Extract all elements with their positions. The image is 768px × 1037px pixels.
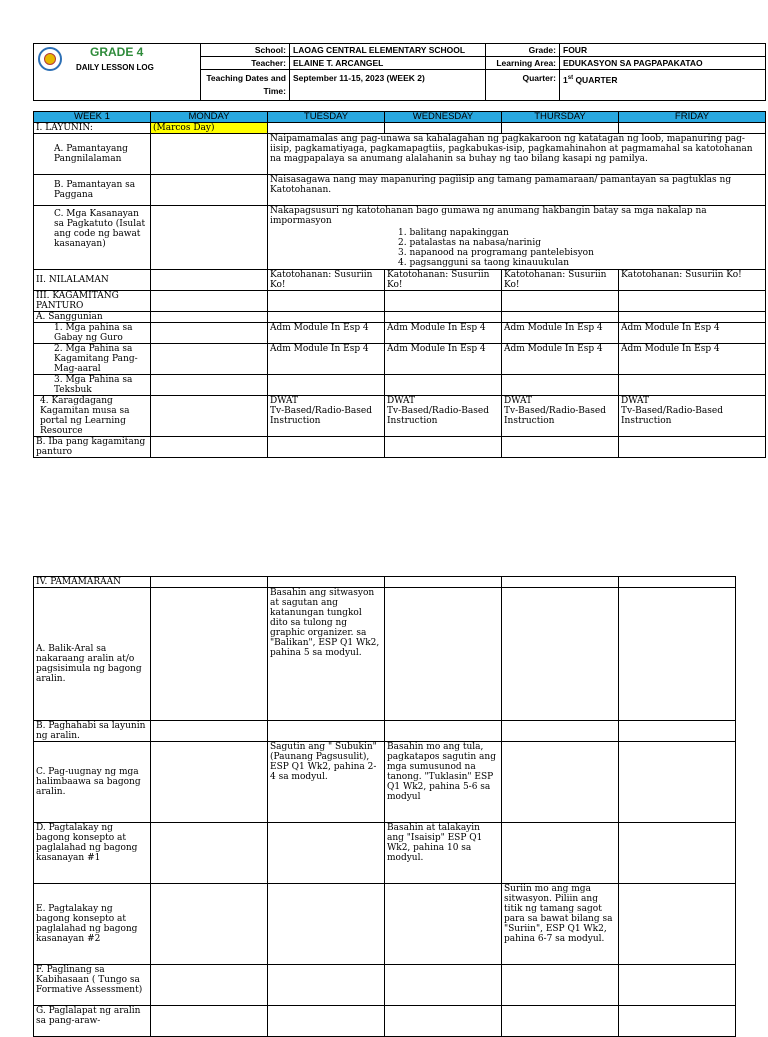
list-item: 3. napanood na programang pantelebisyon: [398, 248, 594, 258]
area-value: EDUKASYON SA PAGPAPAKATAO: [560, 57, 766, 70]
pagtalakay-1-label: D. Pagtalakay ng bagong konsepto at paglalahad ng bagong kasanayan #1: [34, 823, 151, 884]
col-monday: MONDAY: [151, 112, 268, 123]
list-item: 4. pagsangguni sa taong kinauukulan: [398, 258, 570, 268]
layunin-label: I. LAYUNIN:: [34, 123, 151, 134]
paglinang-label: F. Paglinang sa Kabihasaan ( Tungo sa Formative Assessment): [34, 965, 151, 1006]
procedure-table: [33, 576, 736, 1037]
teacher-label: Teacher:: [201, 57, 290, 70]
gabay-wed: Adm Module In Esp 4: [385, 323, 502, 344]
karagdagang-thu: DWAT Tv-Based/Radio-Based Instruction: [502, 396, 619, 437]
dates-value: September 11-15, 2023 (WEEK 2): [290, 70, 486, 101]
mag-aaral-tue: Adm Module In Esp 4: [268, 344, 385, 375]
lesson-table: [33, 111, 766, 458]
grade-value: FOUR: [560, 44, 766, 57]
pamantayang-text: Naipamamalas ang pag-unawa sa kahalagahan ng pagkakaroon ng katatagan ng loob, mapanuring pag-iisip, pagkamatiyaga, pagkamapagtiis, pagkabukas-isip, pagkamahinahon at pagmamahal sa katotohanan na magpapalaya sa anumang alalahanin sa buhay ng tao bilang kasapi ng pamilya.: [268, 134, 766, 175]
mag-aaral-fri: Adm Module In Esp 4: [619, 344, 766, 375]
col-friday: FRIDAY: [619, 112, 766, 123]
gabay-fri: Adm Module In Esp 4: [619, 323, 766, 344]
karagdagang-wed: DWAT Tv-Based/Radio-Based Instruction: [385, 396, 502, 437]
teksbuk-label: 3. Mga Pahina sa Teksbuk: [34, 375, 151, 396]
col-week: WEEK 1: [34, 112, 151, 123]
mag-aaral-wed: Adm Module In Esp 4: [385, 344, 502, 375]
paggana-label: B. Pamantayan sa Paggana: [34, 175, 151, 206]
kasanayan-list: [398, 228, 763, 268]
nilalaman-label: II. NILALAMAN: [34, 270, 151, 291]
quarter-value: 1st QUARTER: [560, 70, 766, 101]
school-value: LAOAG CENTRAL ELEMENTARY SCHOOL: [290, 44, 486, 57]
header-brand: [34, 44, 201, 101]
pag-uugnay-tue: Sagutin ang " Subukin" (Paunang Pagsusulit), ESP Q1 Wk2, pahina 2-4 sa modyul.: [268, 742, 385, 823]
pagtalakay-1-wed: Basahin at talakayin ang "Isaisip" ESP Q1 Wk2, pahina 10 sa modyul.: [385, 823, 502, 884]
pag-uugnay-wed: Basahin mo ang tula, pagkatapos sagutin ang mga sumusunod na tanong. "Tuklasin" ESP Q1 Wk2, pahina 5-6 sa modyul: [385, 742, 502, 823]
pagtalakay-2-label: E. Pagtalakay ng bagong konsepto at paglalahad ng bagong kasanayan #2: [34, 884, 151, 965]
marcos-day-badge: (Marcos Day): [151, 123, 268, 134]
kasanayan-label: C. Mga Kasanayan sa Pagkatuto (Isulat ang code ng bawat kasanayan): [34, 206, 151, 270]
pamamaraan-label: IV. PAMAMARAAN: [34, 577, 151, 588]
area-label: Learning Area:: [486, 57, 560, 70]
dates-label: Teaching Dates and Time:: [201, 70, 290, 101]
gabay-label: 1. Mga pahina sa Gabay ng Guro: [34, 323, 151, 344]
list-item: 2. patalastas na nabasa/narinig: [398, 238, 541, 248]
balik-aral-tue: Basahin ang sitwasyon at sagutan ang katanungan tungkol dito sa tulong ng graphic organizer. sa "Balikan", ESP Q1 Wk2, pahina 5 sa modyul.: [268, 588, 385, 721]
log-title: DAILY LESSON LOG: [76, 63, 154, 72]
paggana-text: Naisasagawa nang may mapanuring pagiisip ang tamang pamamaraan/ pamantayan sa pagtuklas ng Katotohanan.: [268, 175, 766, 206]
kagamitan-label: III. KAGAMITANG PANTURO: [34, 291, 151, 312]
deped-seal-icon: [38, 47, 62, 71]
gabay-thu: Adm Module In Esp 4: [502, 323, 619, 344]
gabay-tue: Adm Module In Esp 4: [268, 323, 385, 344]
pagtalakay-2-thu: Suriin mo ang mga sitwasyon. Piliin ang titik ng tamang sagot para sa bawat bilang sa "Suriin", ESP Q1 Wk2, pahina 6-7 sa modyul.: [502, 884, 619, 965]
kasanayan-cell: [268, 206, 766, 270]
nilalaman-wed: Katotohanan: Susuriin Ko!: [385, 270, 502, 291]
karagdagang-fri: DWAT Tv-Based/Radio-Based Instruction: [619, 396, 766, 437]
nilalaman-tue: Katotohanan: Susuriin Ko!: [268, 270, 385, 291]
grade-label: Grade:: [486, 44, 560, 57]
balik-aral-label: A. Balik-Aral sa nakaraang aralin at/o pagsisimula ng bagong aralin.: [34, 588, 151, 721]
grade-title: GRADE 4: [90, 45, 144, 59]
paglalapat-label: G. Paglalapat ng aralin sa pang-araw-: [34, 1006, 151, 1037]
col-thursday: THURSDAY: [502, 112, 619, 123]
sanggunian-label: A. Sanggunian: [34, 312, 151, 323]
nilalaman-fri: Katotohanan: Susuriin Ko!: [619, 270, 766, 291]
quarter-label: Quarter:: [486, 70, 560, 101]
col-wednesday: WEDNESDAY: [385, 112, 502, 123]
kasanayan-text: Nakapagsusuri ng katotohanan bago gumawa ng anumang hakbangin batay sa mga nakalap na impormasyon: [270, 206, 707, 226]
karagdagang-label: 4. Karagdagang Kagamitan musa sa portal ng Learning Resource: [34, 396, 151, 437]
pamantayang-label: A. Pamantayang Pangnilalaman: [34, 134, 151, 175]
header-table: [33, 43, 766, 101]
mag-aaral-label: 2. Mga Pahina sa Kagamitang Pang-Mag-aaral: [34, 344, 151, 375]
school-label: School:: [201, 44, 290, 57]
pag-uugnay-label: C. Pag-uugnay ng mga halimbaawa sa bagong aralin.: [34, 742, 151, 823]
karagdagang-tue: DWAT Tv-Based/Radio-Based Instruction: [268, 396, 385, 437]
col-tuesday: TUESDAY: [268, 112, 385, 123]
nilalaman-thu: Katotohanan: Susuriin Ko!: [502, 270, 619, 291]
iba-pang-label: B. Iba pang kagamitang panturo: [34, 437, 151, 458]
teacher-value: ELAINE T. ARCANGEL: [290, 57, 486, 70]
week-header-row: [34, 112, 766, 123]
list-item: 1. balitang napakinggan: [398, 228, 509, 238]
paghahabi-label: B. Paghahabi sa layunin ng aralin.: [34, 721, 151, 742]
mag-aaral-thu: Adm Module In Esp 4: [502, 344, 619, 375]
